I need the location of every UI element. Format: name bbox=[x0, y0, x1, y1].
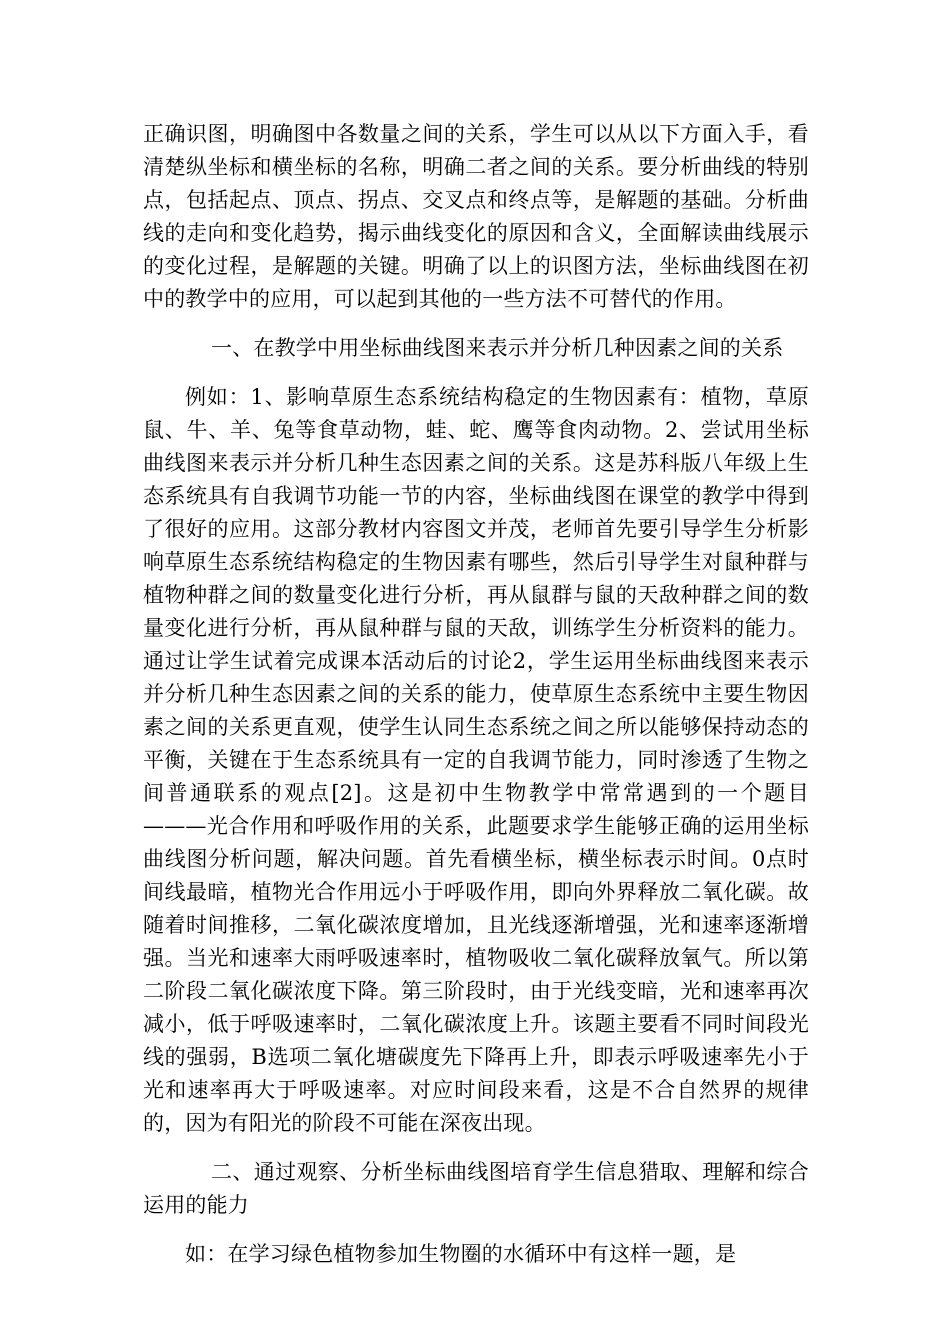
body-paragraph-example: 例如：1、影响草原生态系统结构稳定的生物因素有：植物，草原鼠、牛、羊、兔等食草动物，蛙、蛇、鹰等食肉动物。2、尝试用坐标曲线图来表示并分析几种生态因素之间的关系。这是苏科版八年级上生态系统具有自我调节功能一节的内容，坐标曲线图在课堂的教学中得到了很好的应用。这部分教材内容图文并茂，老师首先要引导学生分析影响草原生态系统结构稳定的生物因素有哪些，然后引导学生对鼠种群与植物种群之间的数量变化进行分析，再从鼠群与鼠的天敌种群之间的数量变化进行分析，再从鼠种群与鼠的天敌，训练学生分析资料的能力。通过让学生试着完成课本活动后的讨论2，学生运用坐标曲线图来表示并分析几种生态因素之间的关系的能力，使草原生态系统中主要生物因素之间的关系更直观，使学生认同生态系统之间之所以能够保持动态的平衡，关键在于生态系统具有一定的自我调节能力，同时渗透了生物之间普通联系的观点[2]。这是初中生物教学中常常遇到的一个题目———光合作用和呼吸作用的关系，此题要求学生能够正确的运用坐标曲线图分析问题，解决问题。首先看横坐标，横坐标表示时间。0点时间线最暗，植物光合作用远小于呼吸作用，即向外界释放二氧化碳。故随着时间推移，二氧化碳浓度增加，且光线逐渐增强，光和速率逐渐增强。当光和速率大雨呼吸速率时，植物吸收二氧化碳释放氧气。所以第二阶段二氧化碳浓度下降。第三阶段时，由于光线变暗，光和速率再次减小，低于呼吸速率时，二氧化碳浓度上升。该题主要看不同时间段光线的强弱，B选项二氧化塘碳度先下降再上升，即表示呼吸速率先小于光和速率再大于呼吸速率。对应时间段来看，这是不合自然界的规律的，因为有阳光的阶段不可能在深夜出现。 bbox=[143, 385, 809, 1135]
document-body bbox=[143, 118, 809, 1271]
section-heading-one: 一、在教学中用坐标曲线图来表示并分析几种因素之间的关系 bbox=[211, 336, 784, 360]
body-paragraph-water-cycle: 如：在学习绿色植物参加生物圈的水循环中有这样一题，是 bbox=[185, 1242, 737, 1266]
section-heading-two: 二、通过观察、分析坐标曲线图培育学生信息猎取、理解和综合运用的能力 bbox=[143, 1160, 809, 1217]
body-paragraph-intro: 正确识图，明确图中各数量之间的关系，学生可以从以下方面入手，看清楚纵坐标和横坐标的名称，明确二者之间的关系。要分析曲线的特别点，包括起点、顶点、拐点、交叉点和终点等，是解题的基础。分析曲线的走向和变化趋势，揭示曲线变化的原因和含义，全面解读曲线展示的变化过程，是解题的关键。明确了以上的识图方法，坐标曲线图在初中的教学中的应用，可以起到其他的一些方法不可替代的作用。 bbox=[143, 122, 809, 311]
